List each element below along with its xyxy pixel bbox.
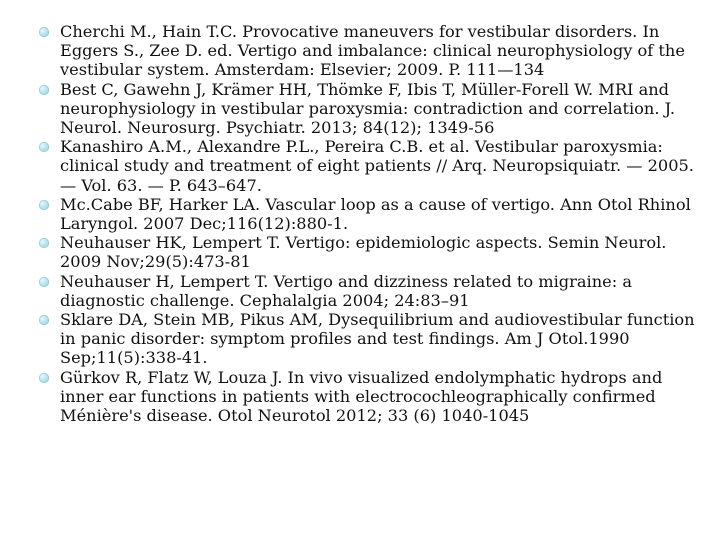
reference-text: Sklare DA, Stein MB, Pikus AM, Dysequilibrium and audiovestibular function in panic disorder: symptom profiles and test findings. Am J Otol.1990 Sep;11(5):338-41. [60, 310, 695, 368]
reference-item [36, 22, 708, 80]
reference-item [36, 368, 708, 426]
bullet-icon [39, 85, 49, 95]
reference-text: Gürkov R, Flatz W, Louza J. In vivo visualized endolymphatic hydrops and inner ear functions in patients with electrocochleographically confirmed Ménière's disease. Otol Neurotol 2012; 33 (6) 1040-1045 [60, 367, 663, 426]
reference-item [36, 310, 708, 368]
reference-list [36, 22, 708, 425]
reference-text: Mc.Cabe BF, Harker LA. Vascular loop as a cause of vertigo. Ann Otol Rhinol Laryngol. 2007 Dec;116(12):880-1. [60, 194, 691, 234]
reference-text: Kanashiro A.M., Alexandre P.L., Pereira C.B. et al. Vestibular paroxysmia: clinical study and treatment of eight patients // Arq. Neuropsiquiatr. — 2005. — Vol. 63. — P. 643–647. [60, 137, 694, 195]
reference-text: Cherchi M., Hain T.C. Provocative maneuvers for vestibular disorders. In Eggers S., Zee D. ed. Vertigo and imbalance: clinical neurophysiology of the vestibular system. Amsterdam: Elsevier; 2009. P. 111—134 [60, 22, 685, 80]
bullet-icon [39, 142, 49, 152]
bullet-icon [39, 27, 49, 37]
bullet-icon [39, 373, 49, 383]
reference-item [36, 195, 708, 233]
reference-item [36, 233, 708, 271]
bullet-icon [39, 277, 49, 287]
reference-item [36, 80, 708, 138]
bullet-icon [39, 238, 49, 248]
reference-item [36, 137, 708, 195]
reference-item [36, 272, 708, 310]
bullet-icon [39, 315, 49, 325]
reference-text: Neuhauser H, Lempert T. Vertigo and dizziness related to migraine: a diagnostic challenge. Cephalalgia 2004; 24:83–91 [60, 271, 632, 310]
reference-text: Best C, Gawehn J, Krämer HH, Thömke F, Ibis T, Müller-Forell W. MRI and neurophysiology in vestibular paroxysmia: contradiction and correlation. J. Neurol. Neurosurg. Psychiatr. 2013; 84(12); 1349-56 [60, 79, 676, 138]
reference-text: Neuhauser HK, Lempert T. Vertigo: epidemiologic aspects. Semin Neurol. 2009 Nov;29(5):473-81 [60, 233, 667, 272]
bullet-icon [39, 200, 49, 210]
